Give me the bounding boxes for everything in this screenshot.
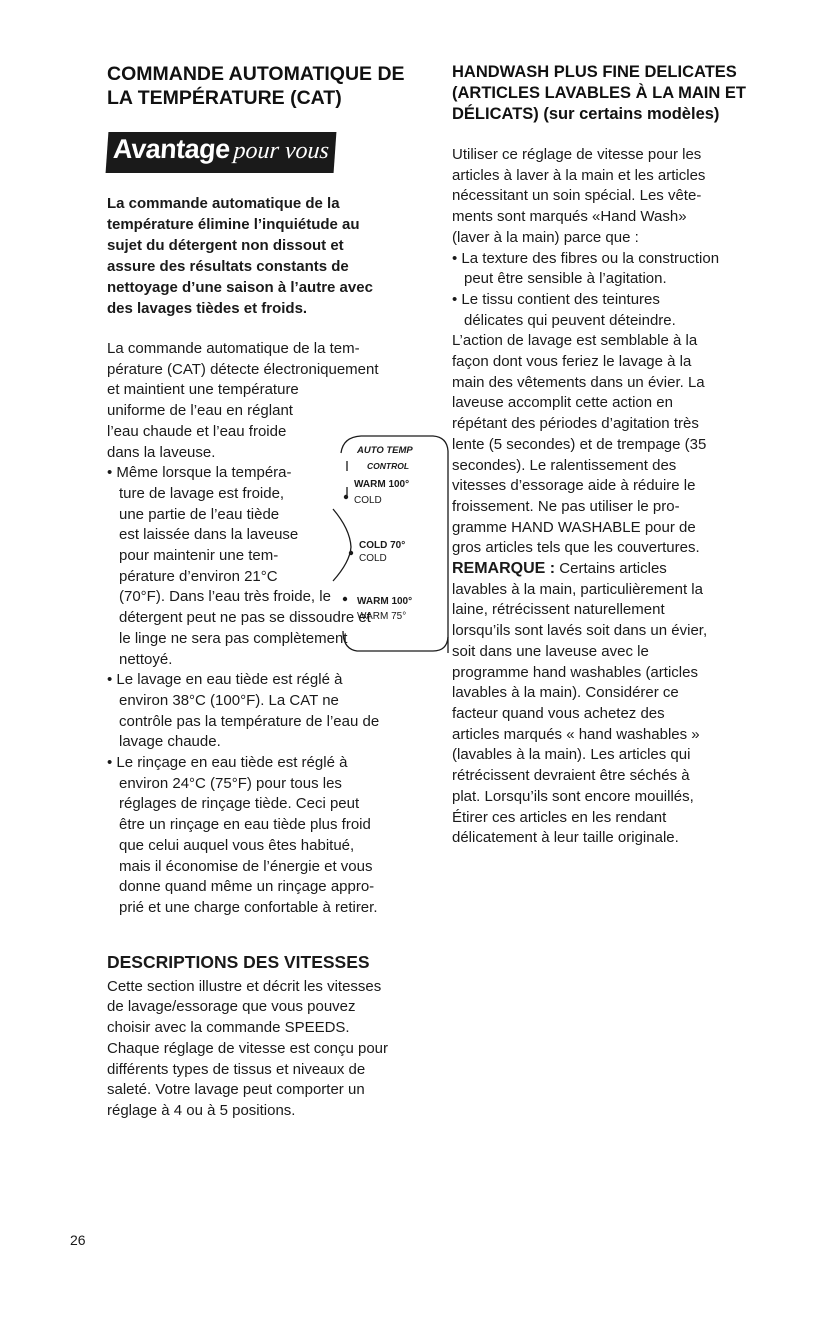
warm-100-label: WARM 100°: [354, 479, 410, 490]
handwash-body: Utiliser ce réglage de vitesse pour les articles à laver à la main et les articles nécessitant un soin spécial. Les vête- ments sont marqués «Hand Wash» (laver à la main) parce que : • La texture des fibres ou la construction peut être sensible à l’agitation. • Le tissu contient des teintures délicates qui peuvent déteindre. L’action de lavage est semblable à la façon dont vous feriez le lavage à la main des vêtements dans un évier. La laveuse accomplit cette action en répétant des périodes d’agitation très lente (5 secondes) et de trempage (35 secondes). Le ralentissement des vitesses d’essorage aide à réduire le froissement. Ne pas utiliser le pro- gramme HAND WASHABLE pour de gros articles tels que les couvertures. REMARQUE : Certains articles lavables à la main, particulièrement la laine, rétrécissent naturellement lorsqu’ils sont lavés soit dans un évier, soit dans une laveuse avec le programme hand washables (articles lavables à la main). Considérer ce facteur quand vous achetez des articles marqués « hand washables » (lavables à la main). Les articles qui rétrécissent devraient être séchés à plat. Lorsqu’ils sont encore mouillés, Étirer ces articles en les rendant délicatement à leur taille originale.: [452, 145, 777, 849]
handwash-heading: HANDWASH PLUS FINE DELICATES (ARTICLES LAVABLES À LA MAIN ET DÉLICATS) (sur certains modèles): [452, 63, 746, 123]
warm-100-label-2: WARM 100°: [357, 596, 413, 607]
cat-heading: COMMANDE AUTOMATIQUE DE LA TEMPÉRATURE (CAT): [107, 63, 405, 109]
cold-70-label: COLD 70°: [359, 540, 406, 551]
auto-temp-control-illustration: [323, 425, 449, 750]
left-column: [107, 62, 449, 1122]
cold-sub-label: COLD: [359, 553, 387, 564]
control-subtitle: CONTROL: [367, 461, 410, 471]
speeds-paragraph: Cette section illustre et décrit les vitesses de lavage/essorage que vous pouvez choisir avec la commande SPEEDS. Chaque réglage de vitesse est conçu pour différents types de tissus et niveaux de saleté. Votre lavage peut comporter un réglage à 4 ou à 5 positions.: [107, 977, 389, 1119]
control-title: AUTO TEMP: [357, 445, 413, 456]
right-column: [452, 62, 777, 849]
remarque-label: REMARQUE :: [452, 560, 556, 578]
badge-main: Avantage: [112, 134, 231, 164]
avantage-badge: [106, 132, 337, 173]
bullet-delicate-dyes: • Le tissu contient des teintures délicates qui peuvent déteindre.: [452, 290, 676, 329]
warm-75-label: WARM 75°: [357, 611, 407, 622]
bullet-warm-rinse: • Le rinçage en eau tiède est réglé à environ 24°C (75°F) pour tous les réglages de rinçage tiède. Ceci peut être un rinçage en eau tiède plus froid que celui auquel vous êtes habitué, mais il économise de l’énergie et vous donne quand même un rinçage appro- prié et une charge confortable à retirer.: [107, 754, 378, 916]
page-number: 26: [70, 1232, 86, 1248]
bullet-fiber-texture: • La texture des fibres ou la construction peut être sensible à l’agitation.: [452, 249, 720, 288]
cold-label: COLD: [354, 495, 382, 506]
bullet-warm-wash: • Le lavage en eau tiède est réglé à environ 38°C (100°F). La CAT ne contrôle pas la température de l’eau de lavage chaude.: [107, 671, 380, 751]
speeds-heading: DESCRIPTIONS DES VITESSES: [107, 951, 370, 972]
intro-paragraph: La commande automatique de la température élimine l’inquiétude au sujet du détergent non dissout et assure des résultats constants de nettoyage d’une saison à l’autre avec des lavages tièdes et froids.: [107, 195, 373, 317]
bullet-cold-wash: • Même lorsque la tempéra- ture de lavage est froide, une partie de l’eau tiède est laissée dans la laveuse pour maintenir une tem- pérature d’environ 21°C (70°F). Dans l’eau très froide, le détergent peut ne pas se dissoudre et le linge ne sera pas complètement nettoyé.: [107, 464, 371, 668]
remarque-note: REMARQUE : Certains articles lavables à la main, particulièrement la laine, rétrécissent naturellement lorsqu’ils sont lavés soit dans un évier, soit dans une laveuse avec le programme hand washables (articles lavables à la main). Considérer ce facteur quand vous achetez des articles marqués « hand washables » (lavables à la main). Les articles qui rétrécissent devraient être séchés à plat. Lorsqu’ils sont encore mouillés, Étirer ces articles en les rendant délicatement à leur taille originale.: [452, 560, 708, 847]
cat-description: La commande automatique de la tem- pérature (CAT) détecte électroniquement et maintient une température uniforme de l’eau en réglant l’eau chaude et l’eau froide dans la laveuse. • Même lorsque la tempéra- ture de lavage est froide, une partie de l’eau tiède est laissée dans la laveuse pour maintenir une tem- pérature d’environ 21°C (70°F). Dans l’eau très froide, le détergent peut ne pas se dissoudre et le linge ne sera pas complètement nettoyé. • Le lavage en eau tiède est réglé à environ 38°C (100°F). La CAT ne contrôle pas la température de l’eau de lavage chaude. • Le rinçage en eau tiède est réglé à environ 24°C (75°F) pour tous les réglages de rinçage tiède. Ceci peut être un rinçage en eau tiède plus froid que celui auquel vous êtes habitué, mais il économise de l’énergie et vous donne quand même un rinçage appro- prié et une charge confortable à retirer. AUTO TEMP CONTROL WARM 100° COLD COLD 70° COLD WARM 100° WARM 75°: [107, 339, 449, 919]
badge-script: pour vous: [232, 138, 330, 164]
